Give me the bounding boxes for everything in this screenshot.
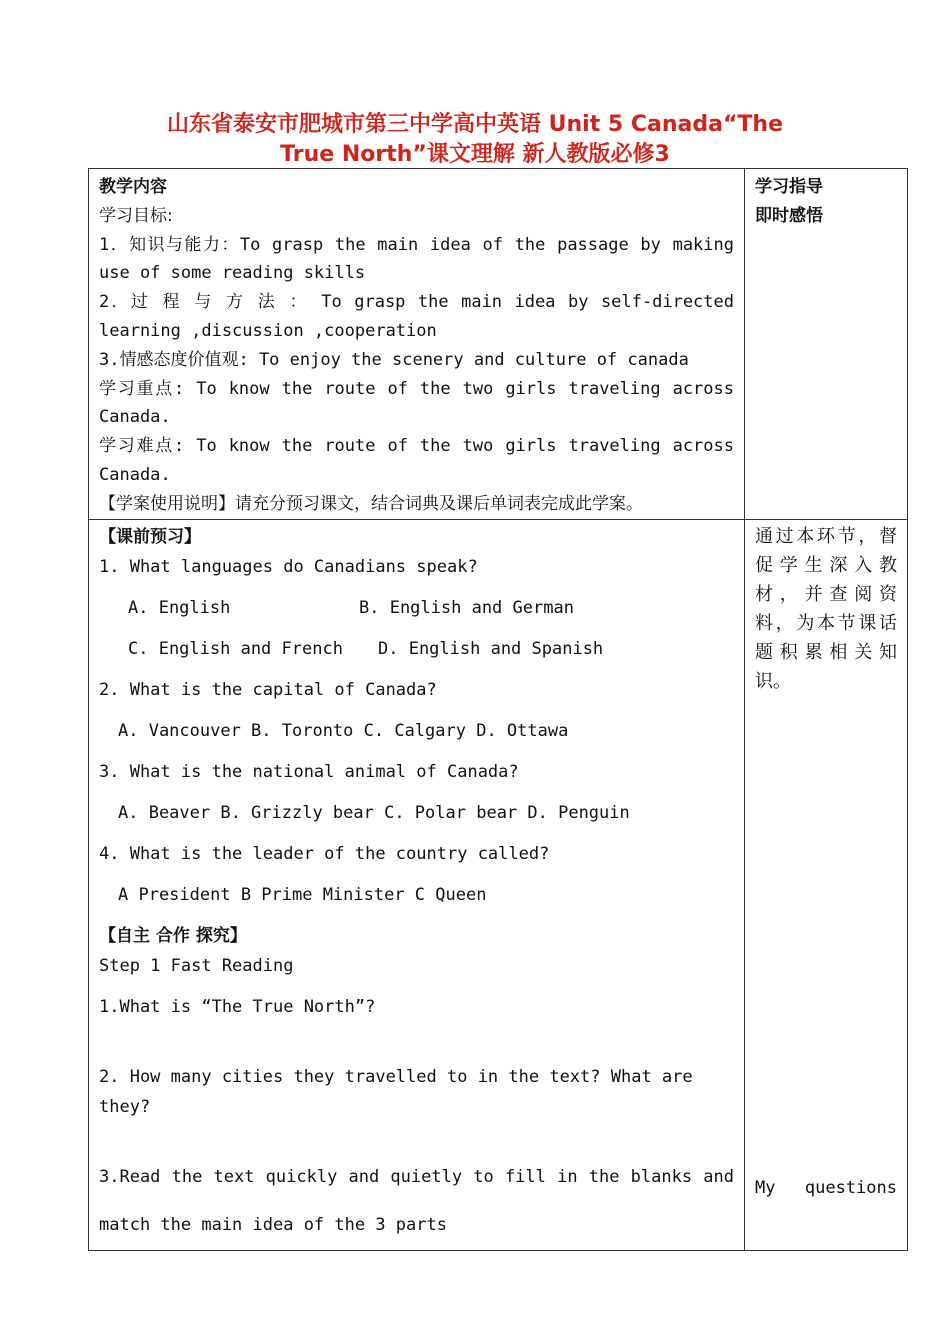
explore-question-3-line-2: match the main idea of the 3 parts [99, 1214, 447, 1235]
my-questions-label: My questions [755, 1177, 897, 1198]
guidance-cell [745, 169, 908, 520]
question-1-options-row-1 [99, 593, 734, 623]
objectives-label: 学习目标: [99, 205, 173, 226]
objective-1-line-1: 1．知识与能力：To grasp the main idea of the passage by making [99, 234, 734, 255]
lesson-plan-table [88, 168, 908, 1251]
title-line-1: 山东省泰安市肥城市第三中学高中英语 Unit 5 Canada“The [166, 112, 783, 137]
explore-header: 【自主 合作 探究】 [99, 925, 247, 946]
objective-3: 3.情感态度价值观: To enjoy the scenery and culture of canada [99, 349, 689, 370]
step-1-title: Step 1 Fast Reading [99, 955, 294, 976]
teaching-note-cell [745, 519, 908, 1250]
q1-option-c: C. English and French [128, 638, 343, 659]
guidance-header: 学习指导 [755, 177, 823, 197]
question-4-options: A President B Prime Minister C Queen [118, 884, 487, 905]
q1-option-a: A. English [128, 597, 231, 618]
explore-question-3-line-1: 3.Read the text quickly and quietly to fill in the blanks and [99, 1166, 734, 1187]
key-point-line-2: Canada. [99, 407, 171, 428]
teaching-note: 通过本环节，督促学生深入教材，并查阅资料，为本节课话题积累相关知识。 [755, 525, 897, 692]
explore-question-1: 1.What is “The True North”? [99, 996, 376, 1017]
content-header: 教学内容 [99, 177, 167, 197]
explore-question-2: 2. How many cities they travelled to in the text? What are they? [99, 1066, 693, 1117]
difficulty-line-1: 学习难点: To know the route of the two girls traveling across [99, 436, 734, 457]
exercise-row [89, 519, 908, 1250]
q1-option-d: D. English and Spanish [378, 638, 604, 659]
document-title [60, 110, 890, 170]
question-1-options-row-2 [99, 634, 734, 664]
key-point-line-1: 学习重点: To know the route of the two girls traveling across [99, 378, 734, 399]
objective-2-line-1: 2．过 程 与 方 法 ： To grasp the main idea by self-directed [99, 292, 734, 313]
difficulty-line-2: Canada. [99, 464, 171, 485]
objective-1-line-2: use of some reading skills [99, 263, 366, 284]
question-3-options: A. Beaver B. Grizzly bear C. Polar bear D. Penguin [118, 802, 630, 823]
objectives-row [89, 169, 908, 520]
reflection-header: 即时感悟 [755, 205, 823, 226]
q1-option-b: B. English and German [359, 597, 574, 618]
question-2: 2. What is the capital of Canada? [99, 679, 437, 700]
objective-2-line-2: learning ,discussion ,cooperation [99, 320, 437, 341]
question-1: 1. What languages do Canadians speak? [99, 556, 478, 577]
question-4: 4. What is the leader of the country called? [99, 843, 550, 864]
objectives-cell [89, 169, 745, 520]
exercise-cell [89, 519, 745, 1250]
preview-header: 【课前预习】 [99, 526, 201, 547]
usage-instructions: 【学案使用说明】请充分预习课文，结合词典及课后单词表完成此学案。 [99, 493, 643, 514]
question-3: 3. What is the national animal of Canada? [99, 761, 519, 782]
question-2-options: A. Vancouver B. Toronto C. Calgary D. Ottawa [118, 720, 569, 741]
title-line-2: True North”课文理解 新人教版必修3 [280, 142, 670, 167]
